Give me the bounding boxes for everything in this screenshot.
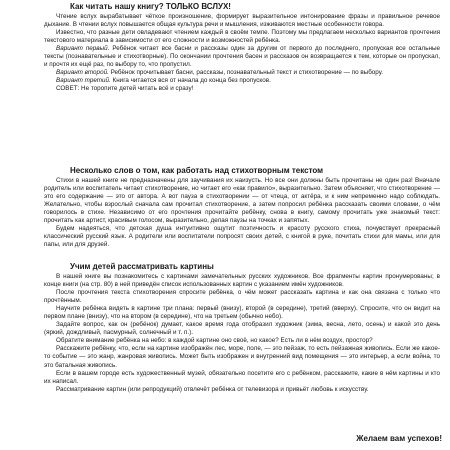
section-reading-aloud <box>44 13 440 93</box>
variant-one <box>44 45 440 69</box>
paragraph: В нашей книге вы познакомитесь с картинами замечательных русских художников. Все фрагменты картин пронумерованы; в конце книги (на стр. 80) в ней приведён список использованных картин с указанием имён художников. <box>44 273 440 289</box>
section-poetry <box>44 177 440 249</box>
section-title-poetry: Несколько слов о том, как работать над стихотворным текстом <box>70 166 324 175</box>
section-title-pictures: Учим детей рассматривать картины <box>70 262 214 271</box>
paragraph: Стихи в нашей книге не предназначены для заучивания их наизусть. Но все они должны быть прочитаны не один раз! Вначале родитель или воспитатель читает стихотворение, но читает его «как правило», выразительно. Затем объясняет, что стихотворение — это его содержание — это от автора. А вот пауза в стихотворении — от чтеца, от актёра, и к ним непременно надо соблюдать. Желательно, чтобы взрослый сначала сам прочитал стихотворение, а затем попросил ребёнка рассказать своими словами, о чём говорилось в стихе. Независимо от его прочтения прочитайте ребёнку, снова в книгу, самому прочитать уже знакомый текст: прочитать как артист, красивым голосом, выразительно, делая паузы на точках и запятых. <box>44 177 440 225</box>
section-title-reading-aloud: Как читать нашу книгу? ТОЛЬКО ВСЛУХ! <box>70 2 231 11</box>
section-pictures <box>44 273 440 394</box>
paragraph: Чтение вслух вырабатывает чёткое произношение, формирует выразительное интонирование фразы и правильное речевое дыхание. В чтении вслух повышается общая культура речи и мышления, изживаются местные особенности говора. <box>44 13 440 29</box>
paragraph: Расскажите ребёнку, что, если на картине изображён лес, море, поле, — это пейзаж, то есть пейзажная живопись. Если же какое-то событие — это жанр, жанровая живопись. Может быть изображен и внутренний вид помещения — это интерьер, а если война, то это батальная живопись. <box>44 345 440 369</box>
variant-text: Книга читается вся от начала до конца без пропусков. <box>112 77 271 85</box>
paragraph: После прочтения текста стихотворения спросите ребёнка, о чём может рассказать картина и как она связана с только что прочтённым. <box>44 289 440 305</box>
paragraph: Задайте вопрос, как он (ребёнок) думает, какое время года отобразил художник (зима, весна, лето, осень) и какой это день (яркий, дождливый, пасмурный, солнечный и т. п.). <box>44 321 440 337</box>
advice: СОВЕТ: Не торопите детей читать всё и сразу! <box>56 85 194 93</box>
variant-text: Ребёнок читает все басни и рассказы один за другим от первого до последнего, пропуская все остальные тексты (познавательные и стихотворные). По окончании прочтения басен и рассказов он возвращается к тем, которые он пропускал, и прочтя их ещё раз, по выбору то, что пропустил. <box>44 45 441 69</box>
variant-text: Ребёнок прочитывает басни, рассказы, познавательный текст и стихотворение — по выбору. <box>110 69 384 77</box>
paragraph: Будем надеяться, что детская душа интуитивно ощутит поэтичность и красоту русского стиха, почувствует прекрасный классический русский язык. А родители или воспитатели попросят своих детей, с книгой в руке, почитать стихи для мамы, или для папы, или для друзей. <box>44 225 440 249</box>
variant-label: Вариант третий. <box>56 77 111 85</box>
paragraph: Известно, что разные дети овладевают чтением каждый в своём темпе. Поэтому мы предлагаем несколько вариантов прочтения текстового материала в зависимости от его сложности и возможностей ребёнка. <box>44 29 440 45</box>
variant-label: Вариант первый. <box>56 45 110 53</box>
paragraph: Обратите внимание ребёнка на небо: в каждой картине оно своё, но какое? Есть ли в нём воздух, простор? <box>56 337 373 345</box>
paragraph: Рассматривание картин (или репродукций) отвлечёт ребёнка от телевизора и привьёт любовь к искусству. <box>56 385 369 393</box>
paragraph: Если в вашем городе есть художественный музей, обязательно посетите его с ребёнком, расскажите, какие в нём картины и кто их написал. <box>44 369 440 385</box>
paragraph: Научите ребёнка видеть в картине три плана: первый (внизу), второй (в середине), третий (вверху). Спросите, что он видит на первом плане (внизу), что на втором (в середине), что на третьем (обычно небо). <box>44 305 440 321</box>
variant-label: Вариант второй. <box>56 69 109 77</box>
closing-wish: Желаем вам успехов! <box>356 434 442 443</box>
